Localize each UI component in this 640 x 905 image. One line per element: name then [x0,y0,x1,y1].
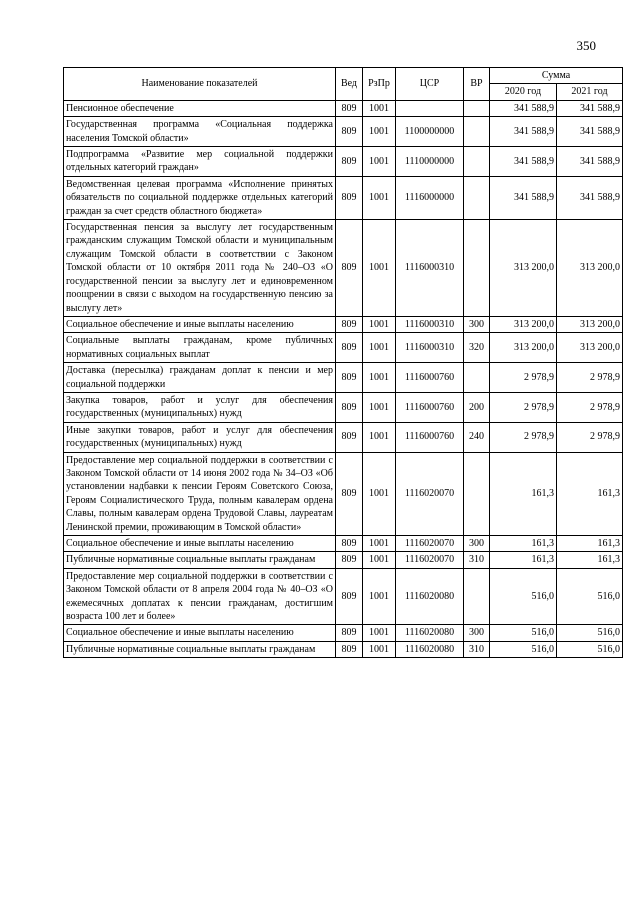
cell-sum-2021: 313 200,0 [557,220,623,317]
cell-vr: 310 [464,552,490,568]
cell-rzpr: 1001 [363,552,396,568]
header-year-2021: 2021 год [557,84,623,100]
cell-sum-2021: 516,0 [557,568,623,625]
cell-sum-2021: 161,3 [557,452,623,535]
table-row [64,176,623,219]
cell-name: Подпрограмма «Развитие мер социальной поддержки отдельных категорий граждан» [64,147,336,177]
cell-csr: 1116000760 [396,392,464,422]
header-vr: ВР [464,68,490,101]
cell-vr: 200 [464,392,490,422]
header-sum: Сумма [490,68,623,84]
cell-sum-2020: 313 200,0 [490,316,557,332]
cell-sum-2021: 2 978,9 [557,363,623,393]
cell-rzpr: 1001 [363,625,396,641]
cell-vr [464,147,490,177]
table-header [64,68,623,101]
cell-csr: 1116000310 [396,220,464,317]
cell-vr [464,100,490,116]
cell-sum-2020: 2 978,9 [490,422,557,452]
cell-ved: 809 [336,363,363,393]
table-row [64,422,623,452]
page-number: 350 [576,38,596,53]
cell-ved: 809 [336,333,363,363]
cell-sum-2021: 341 588,9 [557,176,623,219]
cell-sum-2021: 341 588,9 [557,117,623,147]
cell-vr: 300 [464,316,490,332]
cell-name: Закупка товаров, работ и услуг для обеспечения государственных (муниципальных) нужд [64,392,336,422]
cell-name: Социальное обеспечение и иные выплаты населению [64,625,336,641]
cell-sum-2021: 516,0 [557,641,623,657]
cell-rzpr: 1001 [363,333,396,363]
cell-sum-2020: 341 588,9 [490,100,557,116]
cell-name: Публичные нормативные социальные выплаты гражданам [64,552,336,568]
cell-csr: 1116000310 [396,316,464,332]
cell-csr: 1116020070 [396,452,464,535]
cell-vr [464,176,490,219]
cell-vr: 310 [464,641,490,657]
cell-sum-2020: 341 588,9 [490,176,557,219]
cell-ved: 809 [336,176,363,219]
cell-csr: 1116020070 [396,552,464,568]
cell-rzpr: 1001 [363,641,396,657]
cell-csr: 1116000760 [396,422,464,452]
cell-name: Государственная программа «Социальная поддержка населения Томской области» [64,117,336,147]
cell-ved: 809 [336,100,363,116]
cell-sum-2020: 313 200,0 [490,220,557,317]
cell-rzpr: 1001 [363,316,396,332]
cell-sum-2020: 161,3 [490,536,557,552]
cell-sum-2021: 341 588,9 [557,100,623,116]
cell-ved: 809 [336,552,363,568]
cell-name: Доставка (пересылка) гражданам доплат к пенсии и мер социальной поддержки [64,363,336,393]
header-rzpr: РзПр [363,68,396,101]
cell-sum-2021: 341 588,9 [557,147,623,177]
cell-rzpr: 1001 [363,220,396,317]
cell-vr [464,220,490,317]
cell-name: Пенсионное обеспечение [64,100,336,116]
table-body [64,100,623,657]
cell-sum-2020: 161,3 [490,552,557,568]
cell-sum-2021: 516,0 [557,625,623,641]
cell-name: Иные закупки товаров, работ и услуг для обеспечения государственных (муниципальных) нужд [64,422,336,452]
cell-vr [464,568,490,625]
cell-sum-2020: 516,0 [490,568,557,625]
cell-name: Государственная пенсия за выслугу лет государственным гражданским служащим Томской области и муниципальным служащим Томской области в соответствии с Законом Томской области от 10 октября 2011 года № 240–ОЗ «О государственной пенсии за выслугу лет и единовременном поощрении в связи с выходом на государственную пенсию за выслугу лет» [64,220,336,317]
cell-vr: 320 [464,333,490,363]
cell-ved: 809 [336,117,363,147]
cell-name: Публичные нормативные социальные выплаты гражданам [64,641,336,657]
cell-name: Предоставление мер социальной поддержки в соответствии с Законом Томской области от 14 июня 2002 года № 34–ОЗ «Об установлении надбавки к пенсии Героям Советского Союза, Героям Социалистического Труда, полным кавалерам ордена Славы, полным кавалерам ордена Трудовой Славы, лауреатам Ленинской премии, проживающим в Томской области» [64,452,336,535]
table-row [64,333,623,363]
cell-csr: 1110000000 [396,147,464,177]
table-row [64,363,623,393]
cell-ved: 809 [336,568,363,625]
header-ved: Вед [336,68,363,101]
cell-vr: 300 [464,536,490,552]
cell-rzpr: 1001 [363,100,396,116]
cell-vr [464,117,490,147]
cell-name: Ведомственная целевая программа «Исполнение принятых обязательств по социальной поддержке отдельных категорий граждан за счет средств областного бюджета» [64,176,336,219]
cell-sum-2020: 161,3 [490,452,557,535]
table-row [64,392,623,422]
cell-csr: 1116020080 [396,641,464,657]
cell-sum-2020: 341 588,9 [490,117,557,147]
cell-rzpr: 1001 [363,117,396,147]
cell-vr [464,452,490,535]
cell-ved: 809 [336,452,363,535]
cell-rzpr: 1001 [363,568,396,625]
table-row [64,641,623,657]
cell-csr: 1116020080 [396,625,464,641]
cell-sum-2021: 161,3 [557,536,623,552]
cell-name: Социальное обеспечение и иные выплаты населению [64,316,336,332]
cell-rzpr: 1001 [363,147,396,177]
cell-vr: 240 [464,422,490,452]
cell-rzpr: 1001 [363,363,396,393]
cell-sum-2020: 341 588,9 [490,147,557,177]
table-row [64,568,623,625]
budget-table [63,67,623,658]
table-row [64,220,623,317]
cell-sum-2021: 313 200,0 [557,333,623,363]
cell-vr [464,363,490,393]
cell-csr: 1116000000 [396,176,464,219]
table-row [64,625,623,641]
cell-rzpr: 1001 [363,392,396,422]
cell-sum-2020: 516,0 [490,641,557,657]
cell-sum-2020: 2 978,9 [490,392,557,422]
cell-vr: 300 [464,625,490,641]
cell-name: Социальные выплаты гражданам, кроме публичных нормативных социальных выплат [64,333,336,363]
cell-sum-2020: 2 978,9 [490,363,557,393]
cell-sum-2020: 516,0 [490,625,557,641]
cell-sum-2021: 313 200,0 [557,316,623,332]
cell-ved: 809 [336,536,363,552]
cell-ved: 809 [336,422,363,452]
cell-ved: 809 [336,316,363,332]
cell-ved: 809 [336,392,363,422]
cell-ved: 809 [336,220,363,317]
cell-ved: 809 [336,147,363,177]
header-year-2020: 2020 год [490,84,557,100]
cell-sum-2021: 2 978,9 [557,392,623,422]
cell-rzpr: 1001 [363,176,396,219]
table-row [64,117,623,147]
table-row [64,147,623,177]
table-row [64,100,623,116]
cell-rzpr: 1001 [363,422,396,452]
cell-rzpr: 1001 [363,536,396,552]
cell-csr: 1116020070 [396,536,464,552]
cell-sum-2021: 161,3 [557,552,623,568]
table-row [64,316,623,332]
header-name: Наименование показателей [64,68,336,101]
cell-name: Предоставление мер социальной поддержки в соответствии с Законом Томской области от 8 апреля 2004 года № 40–ОЗ «О ежемесячных доплатах к пенсии гражданам, достигшим возраста 100 лет и более» [64,568,336,625]
header-csr: ЦСР [396,68,464,101]
cell-csr [396,100,464,116]
cell-ved: 809 [336,641,363,657]
cell-csr: 1116020080 [396,568,464,625]
table-row [64,452,623,535]
cell-rzpr: 1001 [363,452,396,535]
cell-sum-2021: 2 978,9 [557,422,623,452]
cell-ved: 809 [336,625,363,641]
cell-name: Социальное обеспечение и иные выплаты населению [64,536,336,552]
cell-csr: 1100000000 [396,117,464,147]
cell-csr: 1116000310 [396,333,464,363]
cell-csr: 1116000760 [396,363,464,393]
table-row [64,552,623,568]
cell-sum-2020: 313 200,0 [490,333,557,363]
table-row [64,536,623,552]
